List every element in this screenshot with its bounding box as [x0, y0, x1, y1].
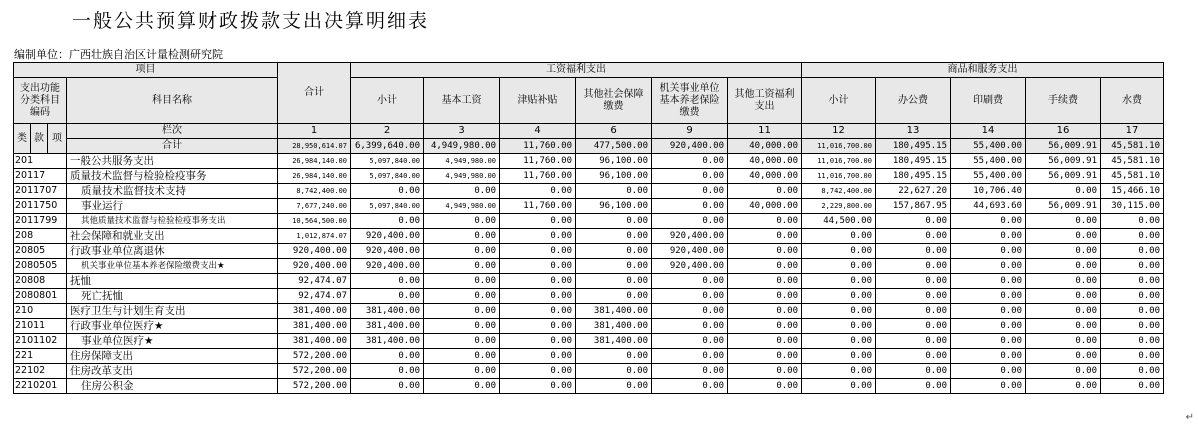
amount-cell: 0.00: [1101, 304, 1164, 319]
amount-cell: 0.00: [728, 229, 802, 244]
total-value: 920,400.00: [652, 139, 728, 154]
amount-cell: 11,016,700.00: [802, 169, 876, 184]
amount-cell: 0.00: [576, 214, 652, 229]
amount-cell: 0.00: [576, 364, 652, 379]
amount-cell: 10,706.40: [951, 184, 1026, 199]
amount-cell: 5,097,840.00: [351, 199, 424, 214]
amount-cell: 5,097,840.00: [351, 154, 424, 169]
amount-cell: 44,693.60: [951, 199, 1026, 214]
table-row: [14, 244, 1164, 259]
amount-cell: 381,400.00: [351, 319, 424, 334]
amount-cell: 0.00: [1101, 214, 1164, 229]
amount-cell: 4,949,980.00: [424, 169, 500, 184]
amount-cell: 0.00: [728, 274, 802, 289]
amount-cell: 0.00: [951, 379, 1026, 394]
goods-group-header: 商品和服务支出: [802, 63, 1164, 78]
func-code-header: 支出功能分类科目编码: [14, 78, 67, 124]
amount-cell: 0.00: [1026, 319, 1101, 334]
total-value: 11,016,700.00: [802, 139, 876, 154]
amount-cell: 0.00: [951, 319, 1026, 334]
col-header: 水费: [1101, 78, 1164, 124]
amount-cell: 0.00: [424, 379, 500, 394]
amount-cell: 0.00: [576, 229, 652, 244]
amount-cell: 0.00: [351, 349, 424, 364]
amount-cell: 0.00: [424, 319, 500, 334]
amount-cell: 5,097,840.00: [351, 169, 424, 184]
amount-cell: 0.00: [500, 289, 576, 304]
func-code: 2080505: [14, 259, 67, 274]
table-row: [14, 364, 1164, 379]
func-code: 2210201: [14, 379, 67, 394]
amount-cell: 0.00: [500, 349, 576, 364]
amount-cell: 0.00: [951, 214, 1026, 229]
amount-cell: 0.00: [1026, 289, 1101, 304]
amount-cell: 4,949,980.00: [424, 154, 500, 169]
amount-cell: 0.00: [802, 244, 876, 259]
func-code: 2080801: [14, 289, 67, 304]
amount-cell: 572,200.00: [278, 349, 351, 364]
amount-cell: 0.00: [1026, 229, 1101, 244]
amount-cell: 0.00: [1101, 349, 1164, 364]
amount-cell: 0.00: [951, 244, 1026, 259]
amount-cell: 381,400.00: [351, 334, 424, 349]
col-header: 手续费: [1026, 78, 1101, 124]
amount-cell: 0.00: [951, 289, 1026, 304]
func-code: 210: [14, 304, 67, 319]
amount-cell: 0.00: [728, 244, 802, 259]
amount-cell: 0.00: [1101, 259, 1164, 274]
amount-cell: 96,100.00: [576, 154, 652, 169]
amount-cell: 0.00: [1101, 229, 1164, 244]
func-code: 20805: [14, 244, 67, 259]
amount-cell: 0.00: [424, 229, 500, 244]
lei-header: 类: [14, 124, 31, 154]
col-header: 印刷费: [951, 78, 1026, 124]
amount-cell: 55,400.00: [951, 154, 1026, 169]
col-number: 4: [500, 124, 576, 139]
amount-cell: 11,760.00: [500, 154, 576, 169]
amount-cell: 0.00: [951, 349, 1026, 364]
table-row: [14, 304, 1164, 319]
amount-cell: 0.00: [1026, 214, 1101, 229]
subject-name: 事业运行: [67, 199, 278, 214]
amount-cell: 0.00: [951, 259, 1026, 274]
amount-cell: 381,400.00: [278, 334, 351, 349]
amount-cell: 30,115.00: [1101, 199, 1164, 214]
subject-name: 住房保障支出: [67, 349, 278, 364]
subject-name: 其他质量技术监督与检验检疫事务支出: [67, 214, 278, 229]
table-row: [14, 184, 1164, 199]
amount-cell: 0.00: [424, 349, 500, 364]
amount-cell: 0.00: [1026, 334, 1101, 349]
amount-cell: 0.00: [876, 274, 951, 289]
amount-cell: 0.00: [951, 229, 1026, 244]
amount-cell: 45,581.10: [1101, 169, 1164, 184]
col-header: 津贴补贴: [500, 78, 576, 124]
amount-cell: 0.00: [728, 379, 802, 394]
total-value: 6,399,640.00: [351, 139, 424, 154]
amount-cell: 0.00: [500, 364, 576, 379]
amount-cell: 56,009.91: [1026, 154, 1101, 169]
func-code: 2011707: [14, 184, 67, 199]
amount-cell: 0.00: [1026, 379, 1101, 394]
kuan-header: 款: [31, 124, 48, 154]
subject-name: 质量技术监督技术支持: [67, 184, 278, 199]
amount-cell: 0.00: [802, 274, 876, 289]
amount-cell: 8,742,400.00: [278, 184, 351, 199]
table-row: [14, 319, 1164, 334]
amount-cell: 0.00: [876, 229, 951, 244]
amount-cell: 0.00: [652, 319, 728, 334]
col-number: 11: [728, 124, 802, 139]
amount-cell: 0.00: [424, 214, 500, 229]
amount-cell: 96,100.00: [576, 199, 652, 214]
table-row: [14, 259, 1164, 274]
amount-cell: 96,100.00: [576, 169, 652, 184]
amount-cell: 0.00: [351, 184, 424, 199]
amount-cell: 0.00: [576, 259, 652, 274]
amount-cell: 0.00: [951, 274, 1026, 289]
amount-cell: 0.00: [576, 379, 652, 394]
amount-cell: 0.00: [652, 154, 728, 169]
amount-cell: 0.00: [876, 379, 951, 394]
amount-cell: 0.00: [728, 364, 802, 379]
amount-cell: 0.00: [1026, 304, 1101, 319]
amount-cell: 0.00: [500, 184, 576, 199]
amount-cell: 0.00: [351, 379, 424, 394]
amount-cell: 0.00: [1026, 259, 1101, 274]
amount-cell: 0.00: [351, 214, 424, 229]
amount-cell: 44,500.00: [802, 214, 876, 229]
amount-cell: 920,400.00: [278, 244, 351, 259]
func-code: 20117: [14, 169, 67, 184]
func-code: 201: [14, 154, 67, 169]
amount-cell: 92,474.07: [278, 274, 351, 289]
col-number: 9: [652, 124, 728, 139]
amount-cell: 15,466.10: [1101, 184, 1164, 199]
amount-cell: 0.00: [876, 364, 951, 379]
total-value: 11,760.00: [500, 139, 576, 154]
amount-cell: 0.00: [1026, 274, 1101, 289]
amount-cell: 0.00: [500, 319, 576, 334]
amount-cell: 0.00: [576, 274, 652, 289]
amount-cell: 0.00: [876, 289, 951, 304]
amount-cell: 180,495.15: [876, 154, 951, 169]
amount-cell: 0.00: [876, 214, 951, 229]
amount-cell: 381,400.00: [351, 304, 424, 319]
amount-cell: 0.00: [1101, 244, 1164, 259]
amount-cell: 0.00: [1101, 379, 1164, 394]
amount-cell: 381,400.00: [278, 319, 351, 334]
amount-cell: 0.00: [728, 334, 802, 349]
report-title: 一般公共预算财政拨款支出决算明细表: [72, 10, 430, 32]
func-code: 20808: [14, 274, 67, 289]
amount-cell: 920,400.00: [278, 259, 351, 274]
amount-cell: 1,012,874.07: [278, 229, 351, 244]
total-value: 56,009.91: [1026, 139, 1101, 154]
subject-name-header: 科目名称: [67, 78, 278, 124]
func-code: 21011: [14, 319, 67, 334]
project-header: 项目: [14, 63, 278, 78]
salary-group-header: 工资福利支出: [351, 63, 802, 78]
amount-cell: 0.00: [1101, 289, 1164, 304]
amount-cell: 381,400.00: [278, 304, 351, 319]
total-header: 合计: [278, 63, 351, 124]
table-row: [14, 349, 1164, 364]
amount-cell: 0.00: [576, 289, 652, 304]
amount-cell: 0.00: [876, 334, 951, 349]
amount-cell: 0.00: [1101, 274, 1164, 289]
amount-cell: 0.00: [802, 379, 876, 394]
amount-cell: 11,760.00: [500, 169, 576, 184]
amount-cell: 381,400.00: [576, 334, 652, 349]
amount-cell: 0.00: [500, 334, 576, 349]
amount-cell: 0.00: [500, 379, 576, 394]
amount-cell: 0.00: [951, 364, 1026, 379]
subject-name: 事业单位医疗★: [67, 334, 278, 349]
func-code: 221: [14, 349, 67, 364]
amount-cell: 0.00: [424, 334, 500, 349]
amount-cell: 0.00: [652, 364, 728, 379]
amount-cell: 0.00: [876, 259, 951, 274]
subject-name: 机关事业单位基本养老保险缴费支出★: [67, 259, 278, 274]
amount-cell: 381,400.00: [576, 304, 652, 319]
amount-cell: 0.00: [802, 259, 876, 274]
amount-cell: 0.00: [1101, 319, 1164, 334]
amount-cell: 0.00: [576, 349, 652, 364]
subject-name: 一般公共服务支出: [67, 154, 278, 169]
col-header: 机关事业单位基本养老保险缴费: [652, 78, 728, 124]
amount-cell: 0.00: [951, 304, 1026, 319]
total-value: 55,400.00: [951, 139, 1026, 154]
amount-cell: 0.00: [500, 244, 576, 259]
amount-cell: 0.00: [728, 319, 802, 334]
amount-cell: 0.00: [1026, 349, 1101, 364]
subject-name: 行政事业单位离退休: [67, 244, 278, 259]
amount-cell: 0.00: [351, 289, 424, 304]
lanci-label: 栏次: [67, 124, 278, 139]
amount-cell: 0.00: [652, 214, 728, 229]
table-row: [14, 154, 1164, 169]
amount-cell: 0.00: [576, 244, 652, 259]
func-code: 22102: [14, 364, 67, 379]
amount-cell: 0.00: [876, 349, 951, 364]
table-row: [14, 379, 1164, 394]
amount-cell: 0.00: [500, 259, 576, 274]
amount-cell: 0.00: [802, 364, 876, 379]
subject-name: 医疗卫生与计划生育支出: [67, 304, 278, 319]
amount-cell: 572,200.00: [278, 364, 351, 379]
heji-label: 合计: [67, 139, 278, 154]
col-number: 6: [576, 124, 652, 139]
paragraph-mark-icon: ↵: [1185, 412, 1194, 423]
amount-cell: 157,867.95: [876, 199, 951, 214]
amount-cell: 40,000.00: [728, 154, 802, 169]
table-row: [14, 169, 1164, 184]
amount-cell: 0.00: [652, 334, 728, 349]
amount-cell: 7,677,240.00: [278, 199, 351, 214]
amount-cell: 0.00: [728, 304, 802, 319]
amount-cell: 45,581.10: [1101, 154, 1164, 169]
amount-cell: 4,949,980.00: [424, 199, 500, 214]
col-number: 16: [1026, 124, 1101, 139]
subject-name: 质量技术监督与检验检疫事务: [67, 169, 278, 184]
col-number: 17: [1101, 124, 1164, 139]
table-row: [14, 289, 1164, 304]
amount-cell: 0.00: [652, 379, 728, 394]
amount-cell: 0.00: [802, 289, 876, 304]
amount-cell: 0.00: [1026, 244, 1101, 259]
total-value: 4,949,980.00: [424, 139, 500, 154]
amount-cell: 0.00: [652, 349, 728, 364]
amount-cell: 26,984,140.00: [278, 154, 351, 169]
amount-cell: 0.00: [351, 364, 424, 379]
total-value: 180,495.15: [876, 139, 951, 154]
amount-cell: 0.00: [802, 304, 876, 319]
table-row: [14, 199, 1164, 214]
amount-cell: 8,742,400.00: [802, 184, 876, 199]
col-header: 办公费: [876, 78, 951, 124]
table-row: [14, 229, 1164, 244]
amount-cell: 0.00: [424, 274, 500, 289]
amount-cell: 0.00: [652, 169, 728, 184]
amount-cell: 572,200.00: [278, 379, 351, 394]
amount-cell: 0.00: [951, 334, 1026, 349]
amount-cell: 0.00: [652, 199, 728, 214]
reporting-unit: 编制单位：广西壮族自治区计量检测研究院: [14, 48, 223, 61]
amount-cell: 0.00: [652, 289, 728, 304]
col-header: 其他工资福利支出: [728, 78, 802, 124]
amount-cell: 0.00: [802, 319, 876, 334]
amount-cell: 920,400.00: [351, 229, 424, 244]
amount-cell: 180,495.15: [876, 169, 951, 184]
col-number: 1: [278, 124, 351, 139]
amount-cell: 0.00: [728, 289, 802, 304]
table-row: [14, 334, 1164, 349]
amount-cell: 0.00: [652, 304, 728, 319]
total-value: 28,950,614.07: [278, 139, 351, 154]
amount-cell: 0.00: [424, 259, 500, 274]
amount-cell: 40,000.00: [728, 169, 802, 184]
func-code: 2011750: [14, 199, 67, 214]
amount-cell: 0.00: [728, 214, 802, 229]
func-code: 2101102: [14, 334, 67, 349]
table-row: [14, 274, 1164, 289]
col-header: 小计: [351, 78, 424, 124]
col-header: 基本工资: [424, 78, 500, 124]
amount-cell: 0.00: [1026, 184, 1101, 199]
col-number: 13: [876, 124, 951, 139]
xiang-header: 项: [48, 124, 67, 154]
amount-cell: 920,400.00: [351, 244, 424, 259]
amount-cell: 381,400.00: [576, 319, 652, 334]
amount-cell: 40,000.00: [728, 199, 802, 214]
amount-cell: 0.00: [500, 274, 576, 289]
subject-name: 行政事业单位医疗★: [67, 319, 278, 334]
amount-cell: 0.00: [500, 214, 576, 229]
col-header: 其他社会保障缴费: [576, 78, 652, 124]
amount-cell: 0.00: [652, 274, 728, 289]
amount-cell: 56,009.91: [1026, 199, 1101, 214]
amount-cell: 0.00: [802, 349, 876, 364]
amount-cell: 920,400.00: [652, 259, 728, 274]
amount-cell: 0.00: [424, 244, 500, 259]
func-code: 208: [14, 229, 67, 244]
amount-cell: 0.00: [576, 184, 652, 199]
subject-name: 社会保障和就业支出: [67, 229, 278, 244]
amount-cell: 0.00: [424, 184, 500, 199]
amount-cell: 920,400.00: [652, 244, 728, 259]
amount-cell: 11,760.00: [500, 199, 576, 214]
amount-cell: 0.00: [500, 229, 576, 244]
subject-name: 死亡抚恤: [67, 289, 278, 304]
expenditure-table: [13, 62, 1164, 394]
func-code: 2011799: [14, 214, 67, 229]
amount-cell: 2,229,800.00: [802, 199, 876, 214]
amount-cell: 92,474.07: [278, 289, 351, 304]
col-header: 小计: [802, 78, 876, 124]
total-value: 45,581.10: [1101, 139, 1164, 154]
amount-cell: 0.00: [1101, 364, 1164, 379]
subject-name: 抚恤: [67, 274, 278, 289]
amount-cell: 0.00: [652, 184, 728, 199]
amount-cell: 0.00: [728, 349, 802, 364]
subject-name: 住房改革支出: [67, 364, 278, 379]
amount-cell: 11,016,700.00: [802, 154, 876, 169]
amount-cell: 0.00: [802, 229, 876, 244]
amount-cell: 0.00: [728, 184, 802, 199]
amount-cell: 26,984,140.00: [278, 169, 351, 184]
subject-name: 住房公积金: [67, 379, 278, 394]
amount-cell: 0.00: [876, 319, 951, 334]
table-row: [14, 214, 1164, 229]
amount-cell: 22,627.20: [876, 184, 951, 199]
amount-cell: 0.00: [728, 259, 802, 274]
amount-cell: 920,400.00: [652, 229, 728, 244]
total-value: 40,000.00: [728, 139, 802, 154]
col-number: 2: [351, 124, 424, 139]
amount-cell: 0.00: [500, 304, 576, 319]
amount-cell: 55,400.00: [951, 169, 1026, 184]
amount-cell: 0.00: [1026, 364, 1101, 379]
col-number: 12: [802, 124, 876, 139]
amount-cell: 0.00: [351, 274, 424, 289]
amount-cell: 0.00: [876, 244, 951, 259]
amount-cell: 0.00: [1101, 334, 1164, 349]
col-number: 3: [424, 124, 500, 139]
amount-cell: 56,009.91: [1026, 169, 1101, 184]
amount-cell: 0.00: [424, 289, 500, 304]
amount-cell: 920,400.00: [351, 259, 424, 274]
col-number: 14: [951, 124, 1026, 139]
amount-cell: 0.00: [424, 304, 500, 319]
total-value: 477,500.00: [576, 139, 652, 154]
amount-cell: 0.00: [876, 304, 951, 319]
amount-cell: 0.00: [424, 364, 500, 379]
amount-cell: 10,564,500.00: [278, 214, 351, 229]
amount-cell: 0.00: [802, 334, 876, 349]
